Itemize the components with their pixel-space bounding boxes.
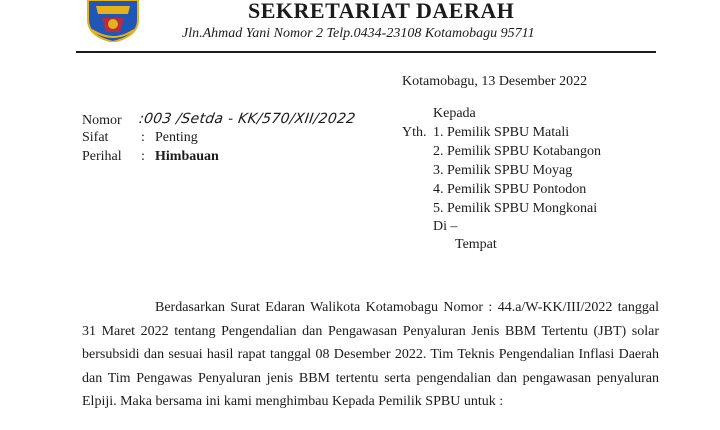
yth-label: Yth.	[402, 125, 427, 140]
perihal-colon: :	[141, 149, 145, 164]
place-date: Kotamobagu, 13 Desember 2022	[402, 74, 588, 89]
tempat-label: Tempat	[455, 237, 497, 252]
perihal-label: Perihal	[82, 149, 122, 164]
recipient-item: 4. Pemilik SPBU Pontodon	[433, 182, 587, 197]
coat-of-arms-logo-icon	[84, 0, 142, 42]
body-paragraph: Berdasarkan Surat Edaran Walikota Kotamobagu Nomor : 44.a/W-KK/III/2022 tanggal 31 Maret 2022 tentang Pengendalian dan Pengawasan Penyaluran Jenis BBM Tertentu (JBT) solar bersubsidi dan sesuai hasil rapat tanggal 08 Desember 2022. Tim Teknis Pengendalian Inflasi Daerah dan Tim Pengawas Penyaluran jenis BBM tertentu serta pengendalian dan pengawasan penyaluran Elpiji. Maka bersama ini kami menghimbau Kepada Pemilik SPBU untuk :	[82, 300, 659, 410]
nomor-label: Nomor	[82, 113, 122, 128]
nomor-value: :003 /Setda - KK/570/XII/2022	[137, 111, 357, 127]
di-label: Di –	[433, 219, 458, 234]
recipient-item: 3. Pemilik SPBU Moyag	[433, 163, 573, 178]
sifat-colon: :	[141, 130, 145, 145]
sifat-label: Sifat	[82, 130, 109, 145]
recipient-item: 1. Pemilik SPBU Matali	[433, 125, 570, 140]
letterhead-divider	[76, 51, 656, 53]
letterhead-address: Jln.Ahmad Yani Nomor 2 Telp.0434-23108 Kotamobagu 95711	[182, 26, 535, 41]
letterhead-title: SEKRETARIAT DAERAH	[248, 0, 515, 23]
kepada-label: Kepada	[433, 106, 476, 121]
recipient-item: 2. Pemilik SPBU Kotabangon	[433, 144, 602, 159]
sifat-value: Penting	[155, 130, 198, 145]
recipient-item: 5. Pemilik SPBU Mongkonai	[433, 201, 598, 216]
perihal-value: Himbauan	[155, 149, 219, 164]
